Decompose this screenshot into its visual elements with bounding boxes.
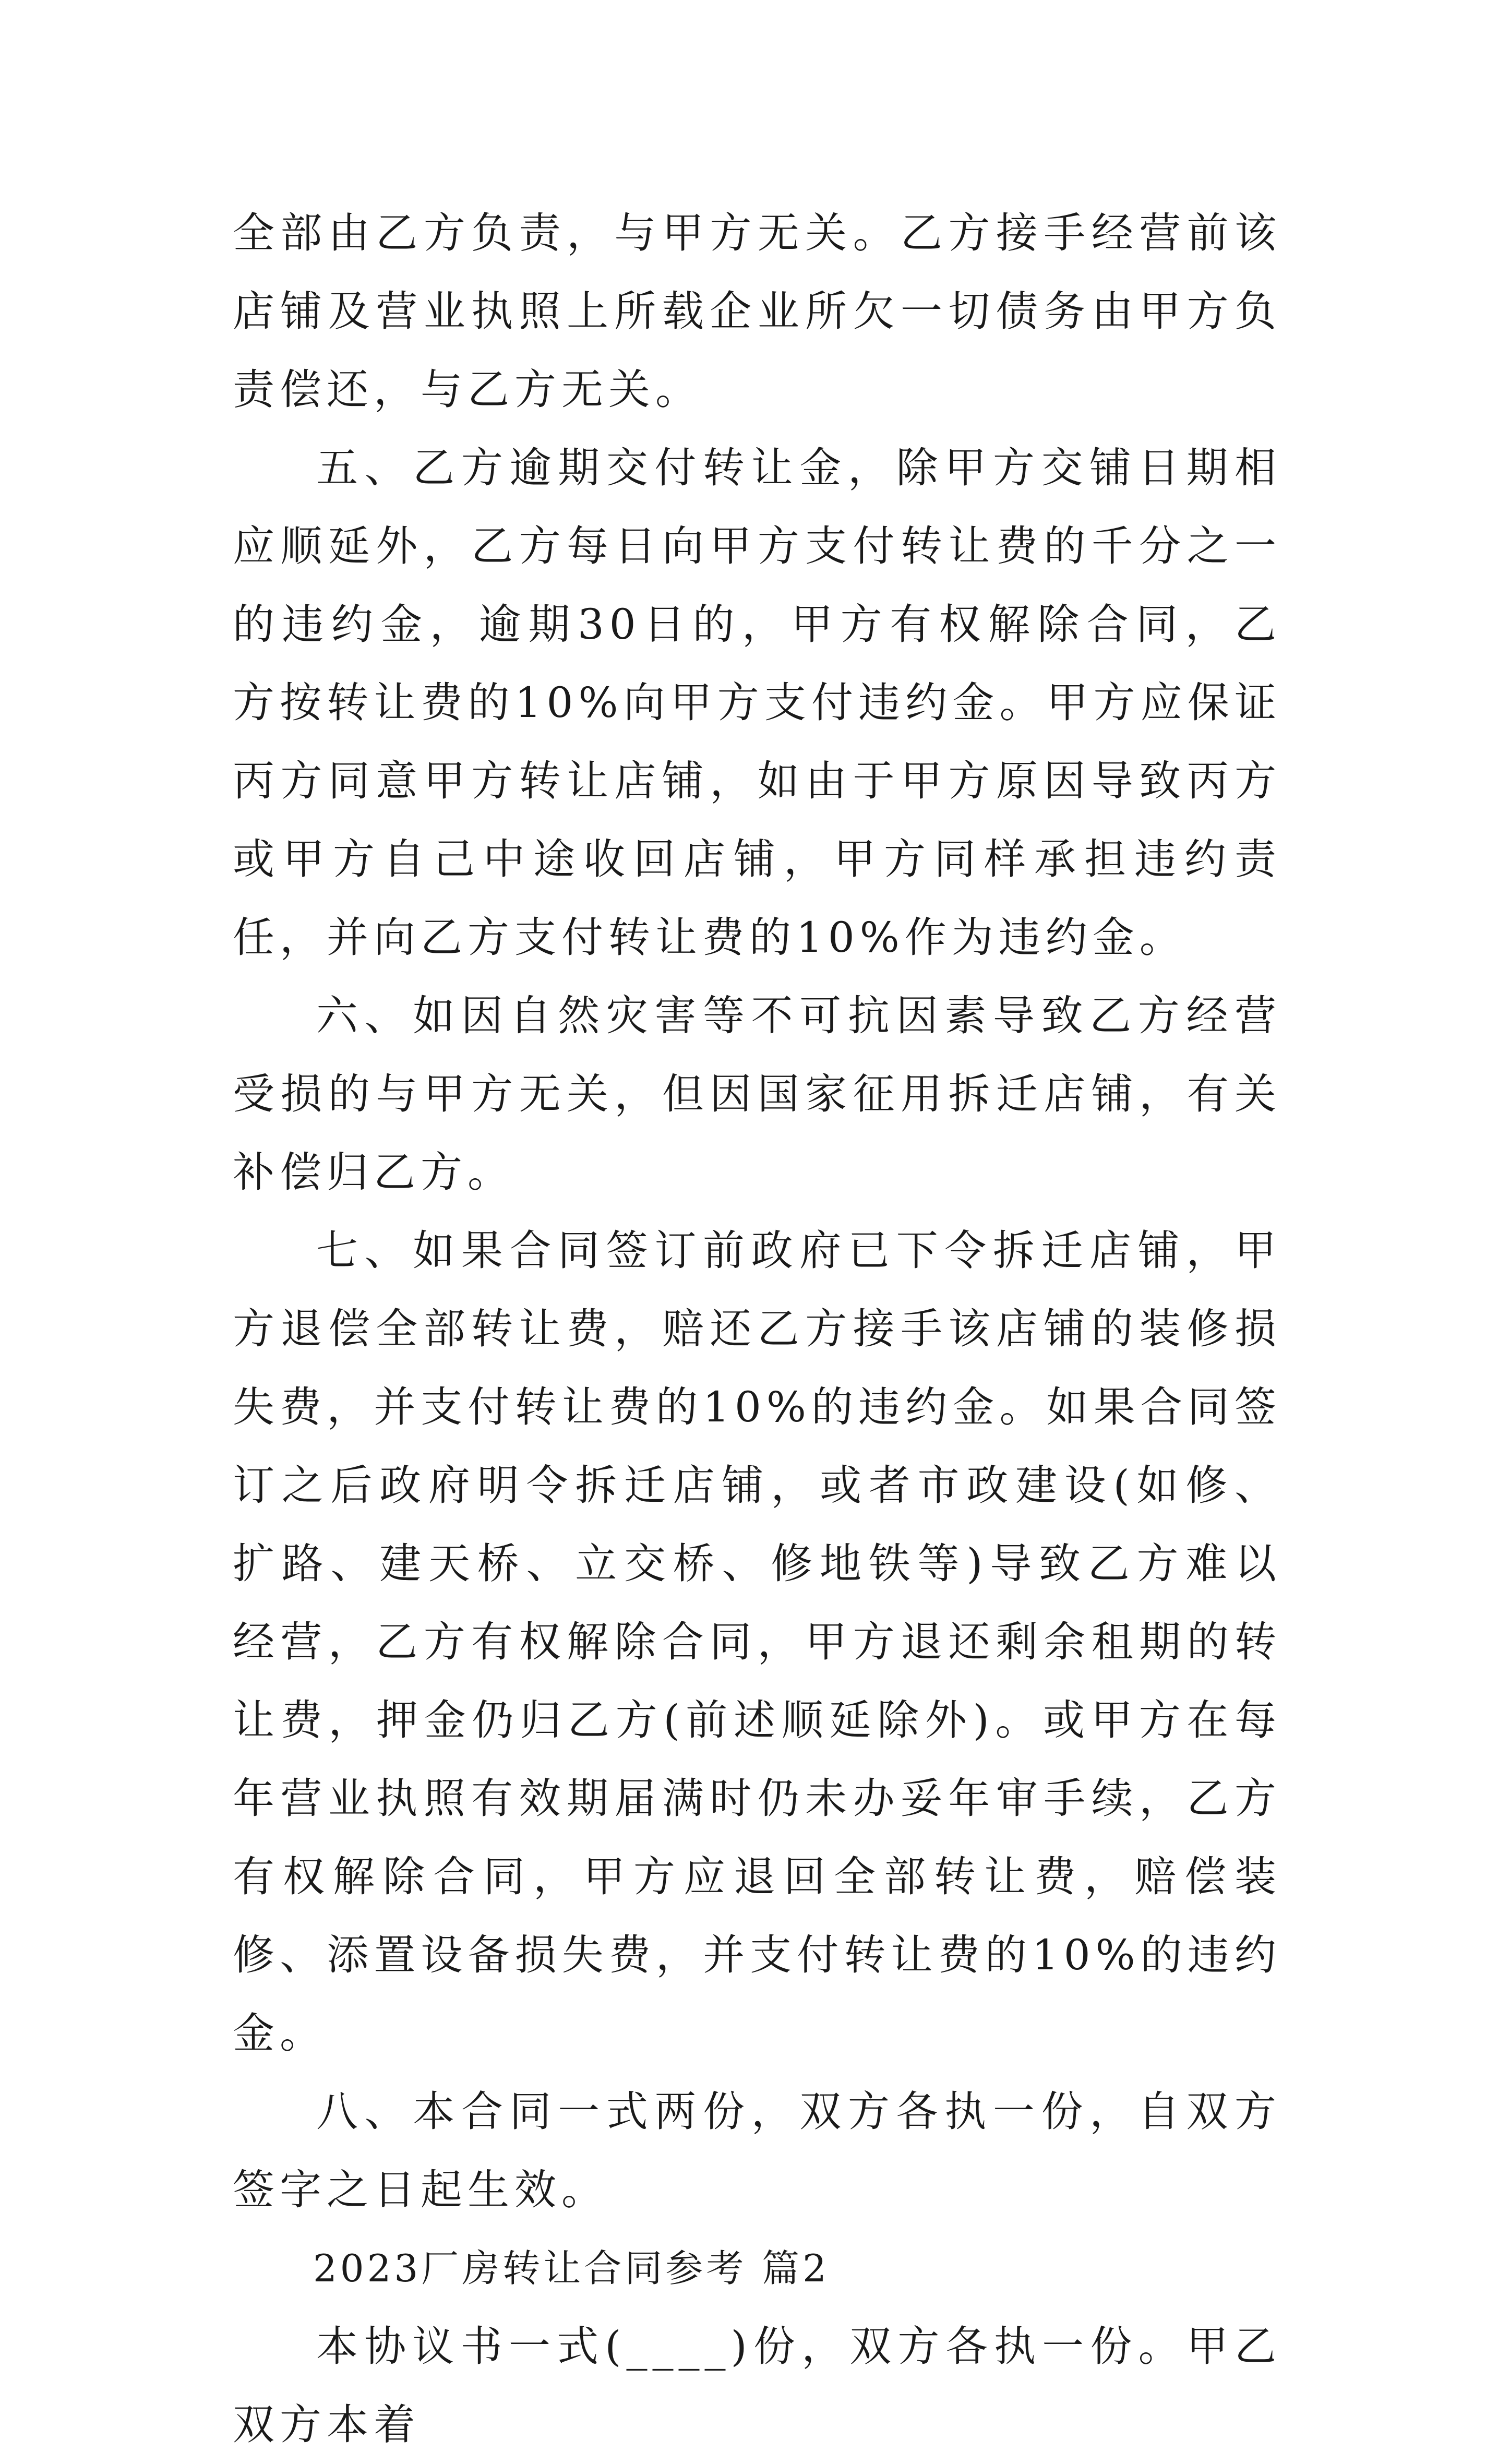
clause-5-paragraph: 五、乙方逾期交付转让金，除甲方交铺日期相应顺延外，乙方每日向甲方支付转让费的千分之一的违约金，逾期30日的，甲方有权解除合同，乙方按转让费的10%向甲方支付违约金。甲方应保证丙方同意甲方转让店铺，如由于甲方原因导致丙方或甲方自己中途收回店铺，甲方同样承担违约责任，并向乙方支付转让费的10%作为违约金。	[233, 444, 1281, 962]
clause-7-paragraph: 七、如果合同签订前政府已下令拆迁店铺，甲方退偿全部转让费，赔还乙方接手该店铺的装修损失费，并支付转让费的10%的违约金。如果合同签订之后政府明令拆迁店铺，或者市政建设(如修、扩路、建天桥、立交桥、修地铁等)导致乙方难以经营，乙方有权解除合同，甲方退还剩余租期的转让费，押金仍归乙方(前述顺延除外)。或甲方在每年营业执照有效期届满时仍未办妥年审手续，乙方有权解除合同，甲方应退回全部转让费，赔偿装修、添置设备损失费，并支付转让费的10%的违约金。	[233, 1226, 1281, 2058]
document-body	[233, 194, 1281, 2464]
clause-8-paragraph: 八、本合同一式两份，双方各执一份，自双方签字之日起生效。	[233, 2087, 1281, 2214]
clause-6-paragraph: 六、如因自然灾害等不可抗因素导致乙方经营受损的与甲方无关，但因国家征用拆迁店铺，有关补偿归乙方。	[233, 991, 1281, 1197]
paragraph-continuation: 全部由乙方负责，与甲方无关。乙方接手经营前该店铺及营业执照上所载企业所欠一切债务由甲方负责偿还，与乙方无关。	[233, 209, 1281, 414]
section-heading: 2023厂房转让合同参考 篇2	[313, 2246, 830, 2290]
section-2-first-paragraph: 本协议书一式(____)份，双方各执一份。甲乙双方本着	[233, 2322, 1281, 2449]
